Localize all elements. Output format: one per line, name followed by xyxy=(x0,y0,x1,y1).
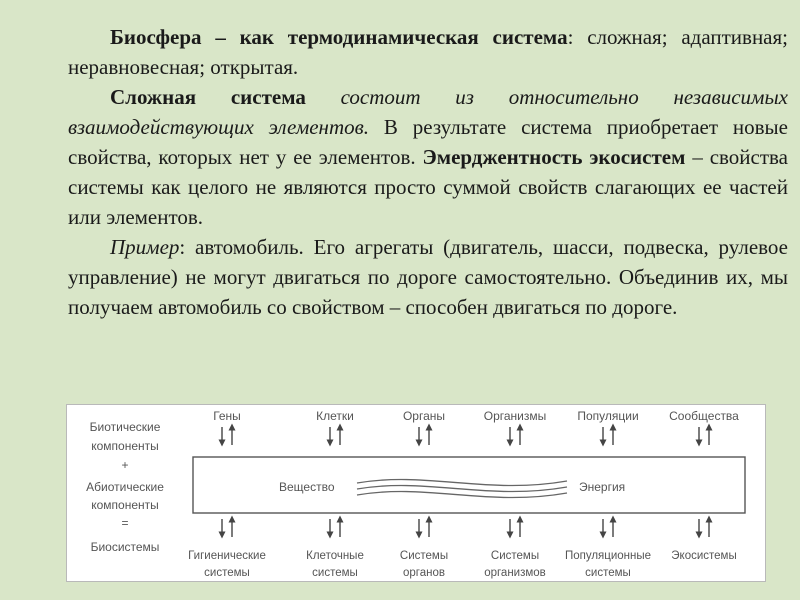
example-text: : автомобиль. Его агрегаты (двигатель, шасси, подвеска, рулевое управление) не могут двигаться по дороге самостоятельно. Объединив их, мы получаем автомобиль со свойством – способен двигаться по дороге. xyxy=(68,235,788,319)
left-label: + xyxy=(121,458,129,472)
level-label: Гены xyxy=(213,409,241,423)
system-label: системы xyxy=(585,567,631,579)
complex-system-result: В результате система приобретает новые свойства, которых нет у ее элементов. xyxy=(68,115,788,169)
paragraph-example xyxy=(68,232,788,322)
left-label: Абиотические xyxy=(86,480,164,494)
left-column-labels xyxy=(86,420,164,554)
diagram-svg xyxy=(67,405,765,581)
term-example: Пример xyxy=(110,235,180,259)
left-label: компоненты xyxy=(91,439,159,453)
paragraph-complex-system xyxy=(68,82,788,232)
paragraph-biosphere xyxy=(68,22,788,82)
biosystems-diagram xyxy=(66,404,766,582)
matter-energy-band xyxy=(193,457,745,513)
system-label: системы xyxy=(204,567,250,579)
term-emergence: Эмерджентность экосистем xyxy=(422,145,686,169)
level-label: Организмы xyxy=(483,409,547,423)
system-label: Популяционные xyxy=(564,550,652,562)
system-label: Гигиенические xyxy=(188,550,266,562)
band-right-label: Энергия xyxy=(579,480,626,494)
system-label: органов xyxy=(403,567,445,579)
level-label: Популяции xyxy=(577,409,639,423)
system-label: Экосистемы xyxy=(671,550,737,562)
level-label: Сообщества xyxy=(669,409,739,423)
system-label: Системы xyxy=(490,550,540,562)
level-label: Органы xyxy=(402,409,446,423)
left-label: Биосистемы xyxy=(90,540,160,554)
system-label: системы xyxy=(312,567,358,579)
top-row-labels xyxy=(213,409,739,423)
term-complex-system: Сложная система xyxy=(110,85,306,109)
left-label: = xyxy=(121,516,129,530)
emergence-definition: – свойства системы как целого не являются просто суммой свойств слагающих ее частей или элементов. xyxy=(68,145,789,229)
bottom-row-labels xyxy=(188,550,737,579)
biosphere-definition-bold: – как термодинамическая система xyxy=(201,25,568,49)
level-label: Клетки xyxy=(316,409,354,423)
term-biosphere: Биосфера xyxy=(110,25,202,49)
slide-text xyxy=(68,22,788,322)
complex-system-definition: состоит из относительно независимых взаимодействующих элементов. xyxy=(68,85,788,139)
biosphere-properties: : сложная; адаптивная; неравновесная; открытая. xyxy=(68,25,788,79)
system-label: Клеточные xyxy=(306,550,364,562)
left-label: компоненты xyxy=(91,498,159,512)
system-label: организмов xyxy=(484,567,546,579)
system-label: Системы xyxy=(399,550,449,562)
left-label: Биотические xyxy=(89,420,161,434)
band-left-label: Вещество xyxy=(279,480,335,494)
